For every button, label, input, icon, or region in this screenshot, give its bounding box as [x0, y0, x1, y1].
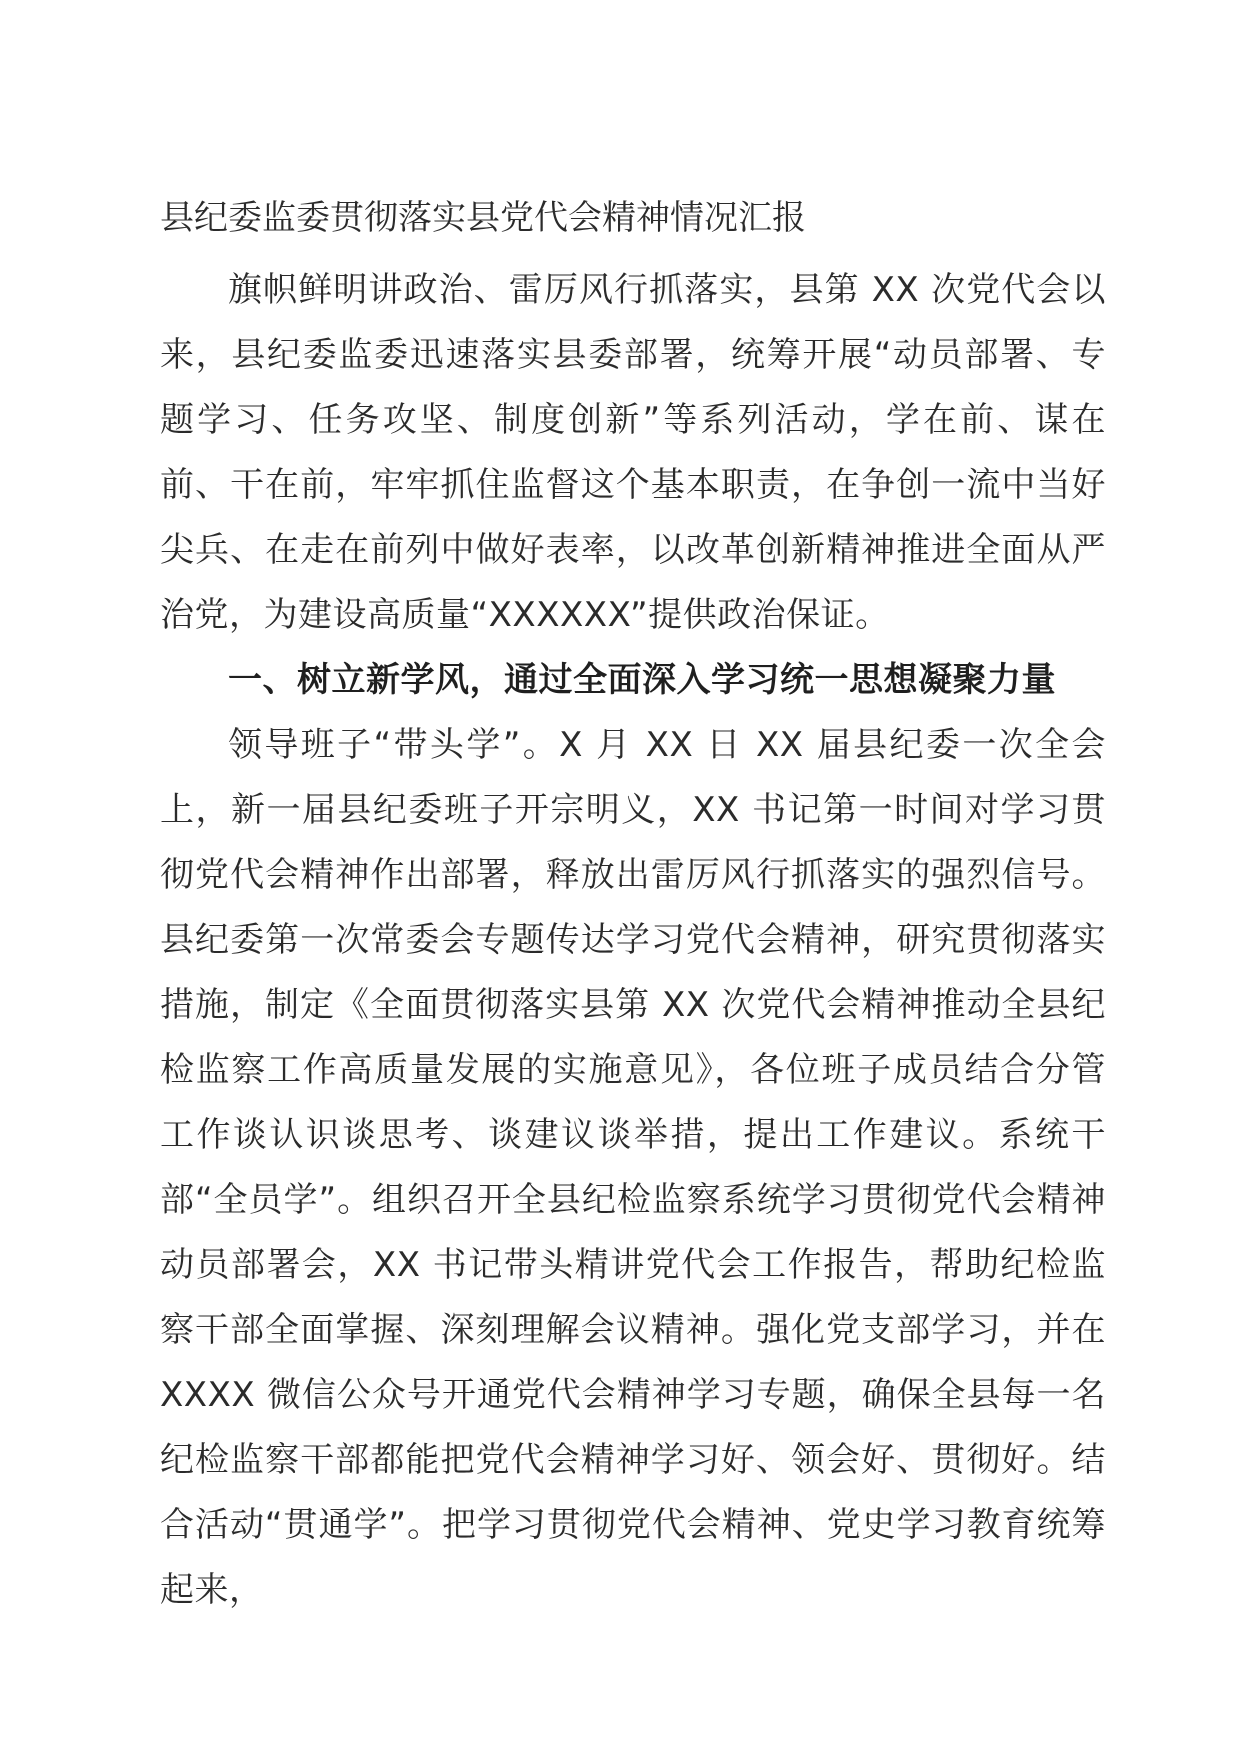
section-paragraph: 领导班子“带头学”。X 月 XX 日 XX 届县纪委一次全会上，新一届县纪委班子开宗明义，XX 书记第一时间对学习贯彻党代会精神作出部署，释放出雷厉风行抓落实的强烈信号。县纪委第一次常委会专题传达学习党代会精神，研究贯彻落实措施，制定《全面贯彻落实县第 XX 次党代会精神推动全县纪检监察工作高质量发展的实施意见》，各位班子成员结合分管工作谈认识谈思考、谈建议谈举措，提出工作建议。系统干部“全员学”。组织召开全县纪检监察系统学习贯彻党代会精神动员部署会，XX 书记带头精讲党代会工作报告，帮助纪检监察干部全面掌握、深刻理解会议精神。强化党支部学习，并在 XXXX 微信公众号开通党代会精神学习专题，确保全县每一名纪检监察干部都能把党代会精神学习好、领会好、贯彻好。结合活动“贯通学”。把学习贯彻党代会精神、党史学习教育统筹起来，	[160, 725, 1106, 1610]
document-title: 县纪委监委贯彻落实县党代会精神情况汇报	[160, 198, 806, 238]
intro-paragraph: 旗帜鲜明讲政治、雷厉风行抓落实，县第 XX 次党代会以来，县纪委监委迅速落实县委部署，统筹开展“动员部署、专题学习、任务攻坚、制度创新”等系列活动，学在前、谋在前、干在前，牢牢抓住监督这个基本职责，在争创一流中当好尖兵、在走在前列中做好表率，以改革创新精神推进全面从严治党，为建设高质量“XXXXXX”提供政治保证。	[160, 270, 1106, 635]
section-heading: 一、树立新学风，通过全面深入学习统一思想凝聚力量	[228, 660, 1056, 700]
document-body	[160, 198, 1106, 1623]
